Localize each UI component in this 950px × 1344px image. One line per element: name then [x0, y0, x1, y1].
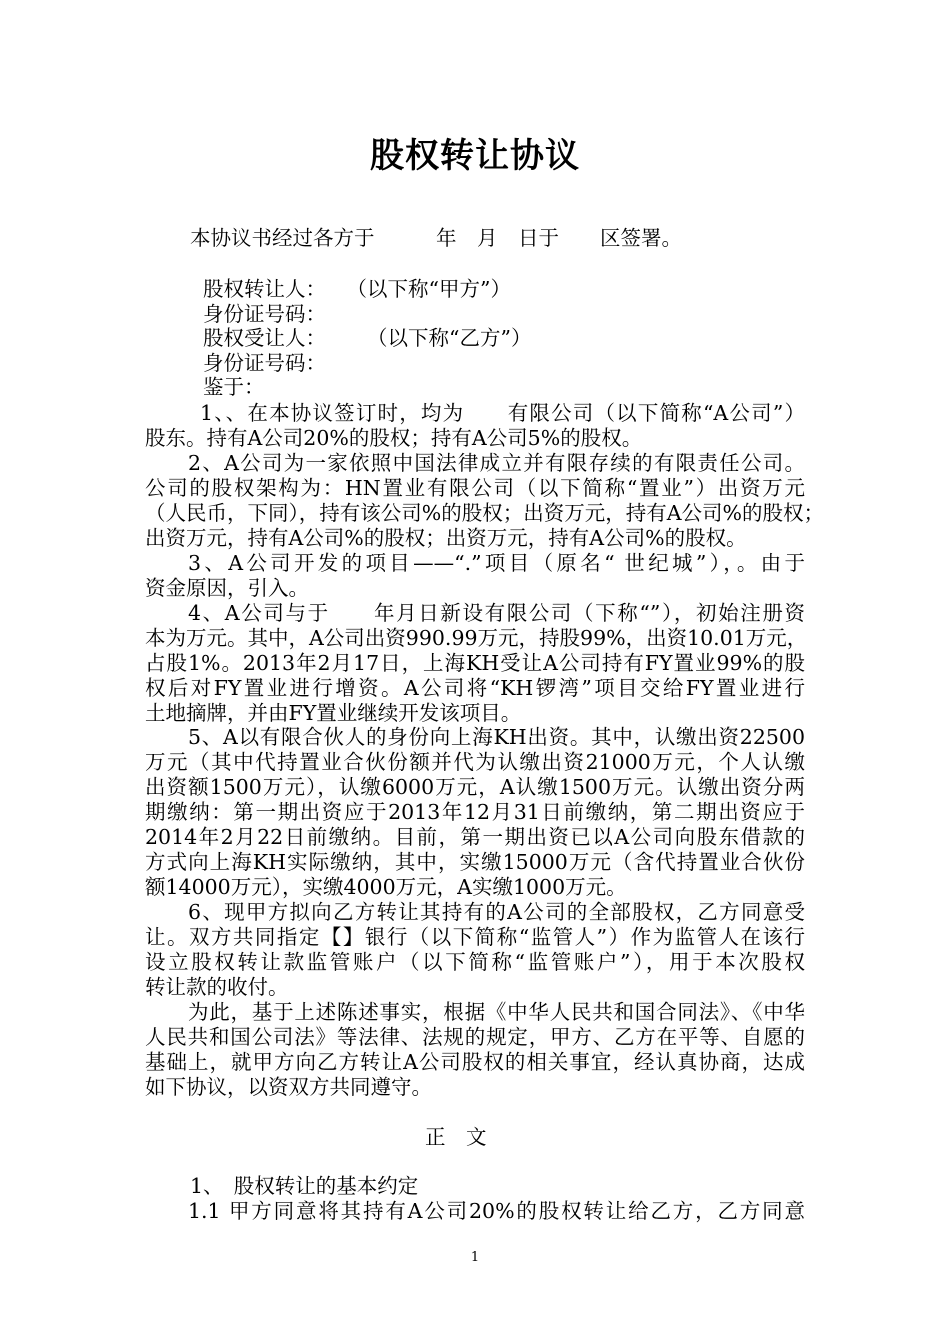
recital-line: （人民币，下同），持有该公司%的股权；出资万元，持有A公司%的股权； — [145, 501, 825, 525]
page-number: 1 — [470, 1250, 480, 1265]
recital-line: 2014年2月22日前缴纳。目前，第一期出资已以A公司向股东借款的 — [145, 825, 805, 849]
transferor-line: 股权转让人： （以下称“甲方”） — [203, 277, 511, 301]
recital-line: 本为万元。其中，A公司出资990.99万元，持股99%，出资10.01万元， — [145, 626, 808, 650]
recital-line: 让。双方共同指定【】银行（以下简称“监管人”）作为监管人在该行 — [145, 925, 805, 949]
recital-line: 设立股权转让款监管账户（以下简称“监管账户”），用于本次股权 — [145, 950, 805, 974]
recital-line: 转让款的收付。 — [145, 975, 289, 999]
whereas-label: 鉴于： — [203, 375, 265, 399]
recital-line: 如下协议，以资双方共同遵守。 — [145, 1075, 432, 1099]
recital-line: 占股1%。2013年2月17日，上海KH受让A公司持有FY置业99%的股 — [145, 651, 805, 675]
recital-line: 5、A以有限合伙人的身份向上海KH出资。其中，认缴出资22500 — [188, 725, 805, 749]
clause-1-1: 1.1 甲方同意将其持有A公司20%的股权转让给乙方，乙方同意 — [188, 1199, 805, 1223]
document-title: 股权转让协议 — [370, 136, 580, 176]
recital-line: 6、现甲方拟向乙方转让其持有的A公司的全部股权，乙方同意受 — [188, 900, 805, 924]
recital-line: 万元（其中代持置业合伙份额并代为认缴出资21000万元，个人认缴 — [145, 750, 805, 774]
clause-heading: 1、 股权转让的基本约定 — [190, 1174, 419, 1198]
recital-line: 为此，基于上述陈述事实，根据《中华人民共和国合同法》、《中华 — [188, 1000, 805, 1024]
recital-line: 资金原因，引入。 — [145, 576, 309, 600]
recital-line: 权后对FY置业进行增资。A公司将“KH锣湾”项目交给FY置业进行 — [145, 676, 805, 700]
transferor-id-line: 身份证号码： — [203, 302, 326, 326]
recital-line: 额14000万元），实缴4000万元，A实缴1000万元。 — [145, 875, 627, 899]
recital-line: 4、A公司与于 年月日新设有限公司（下称“”），初始注册资 — [188, 601, 805, 625]
recital-line: 土地摘牌，并由FY置业继续开发该项目。 — [145, 701, 522, 725]
recital-line: 人民共和国公司法》等法律、法规的规定，甲方、乙方在平等、自愿的 — [145, 1025, 805, 1049]
transferee-id-line: 身份证号码： — [203, 351, 326, 375]
recital-line: 出资万元，持有A公司%的股权；出资万元，持有A公司%的股权。 — [145, 526, 747, 550]
recital-line: 公司的股权架构为：HN置业有限公司（以下简称“置业”）出资万元 — [145, 476, 805, 500]
recital-line: 股东。持有A公司20%的股权；持有A公司5%的股权。 — [145, 426, 643, 450]
section-heading: 正 文 — [425, 1125, 487, 1149]
recital-line: 1、、在本协议签订时，均为 有限公司（以下简称“A公司”） — [200, 401, 805, 425]
recital-line: 出资额1500万元），认缴6000万元，A认缴1500万元。认缴出资分两 — [145, 775, 805, 799]
recital-line: 2、A公司为一家依照中国法律成立并有限存续的有限责任公司。 — [188, 451, 805, 475]
recital-line: 方式向上海KH实际缴纳，其中，实缴15000万元（含代持置业合伙份 — [145, 850, 805, 874]
transferee-line: 股权受让人： （以下称“乙方”） — [203, 326, 532, 350]
recital-line: 期缴纳：第一期出资应于2013年12月31日前缴纳，第二期出资应于 — [145, 800, 805, 824]
signing-intro: 本协议书经过各方于 年 月 日于 区签署。 — [190, 226, 682, 250]
recital-line: 3、A公司开发的项目——“.”项目（原名“ 世纪城”），。由于 — [188, 551, 805, 575]
recital-line: 基础上，就甲方向乙方转让A公司股权的相关事宜，经认真协商，达成 — [145, 1050, 805, 1074]
